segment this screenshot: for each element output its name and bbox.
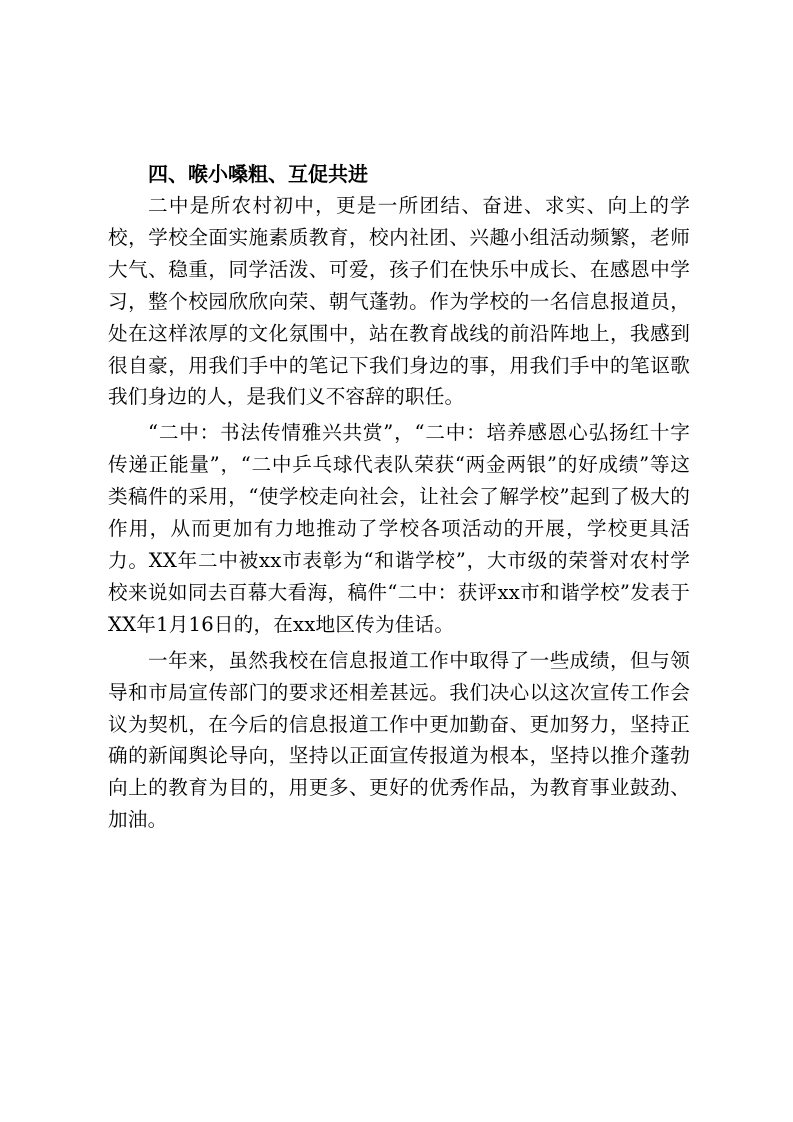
section-heading: 四、喉小嗓粗、互促共进 xyxy=(148,162,368,186)
paragraph-school-intro: 二中是所农村初中，更是一所团结、奋进、求实、向上的学校，学校全面实施素质教育，校内社团、兴趣小组活动频繁，老师大气、稳重，同学活泼、可爱，孩子们在快乐中成长、在感恩中学习，整个校园欣欣向荣、朝气蓬勃。作为学校的一名信息报道员，处在这样浓厚的文化氛围中，站在教育战线的前沿阵地上，我感到很自豪，用我们手中的笔记下我们身边的事，用我们手中的笔讴歌我们身边的人，是我们义不容辞的职任。 xyxy=(108,194,690,409)
paragraph-conclusion: 一年来，虽然我校在信息报道工作中取得了一些成绩，但与领导和市局宣传部门的要求还相差甚远。我们决心以这次宣传工作会议为契机，在今后的信息报道工作中更加勤奋、更加努力，坚持正确的新闻舆论导向，坚持以正面宣传报道为根本，坚持以推介蓬勃向上的教育为目的，用更多、更好的优秀作品，为教育事业鼓劲、加油。 xyxy=(108,648,690,832)
document-body xyxy=(108,158,690,836)
paragraph-article-results: “二中：书法传情雅兴共赏”，“二中：培养感恩心弘扬红十字传递正能量”，“二中乒乓球代表队荣获“两金两银”的好成绩”等这类稿件的采用，“使学校走向社会，让社会了解学校”起到了极大的作用，从而更加有力地推动了学校各项活动的开展，学校更具活力。XX年二中被xx市表彰为“和谐学校”，大市级的荣誉对农村学校来说如同去百幕大看海，稿件“二中：获评xx市和谐学校”发表于XX年1月16日的，在xx地区传为佳话。 xyxy=(108,421,690,636)
